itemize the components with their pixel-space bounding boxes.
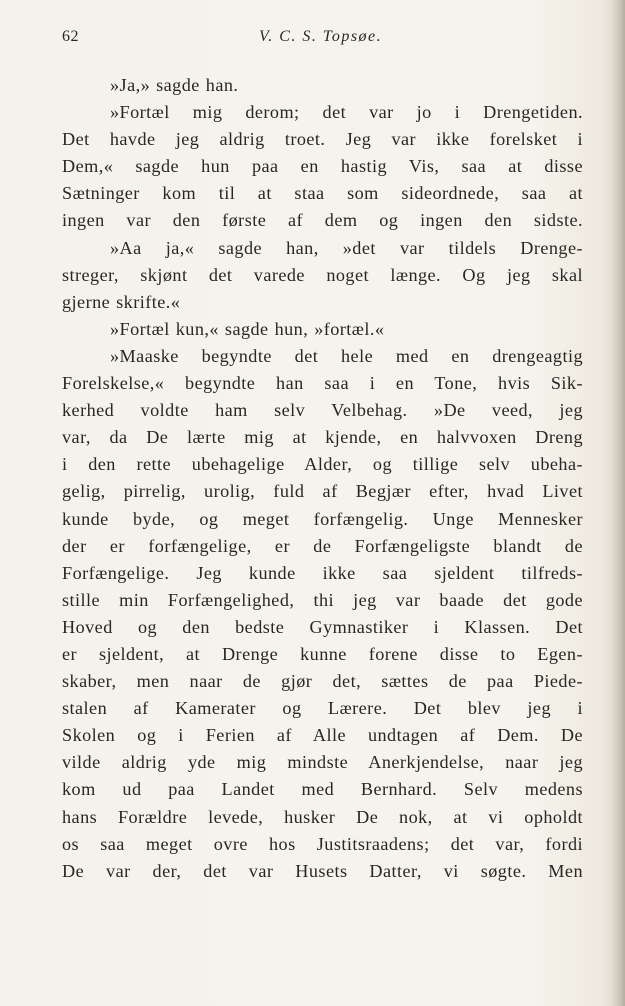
text-line: os saa meget ovre hos Justitsraadens; det var, fordi [62,833,583,854]
text-line: Skolen og i Ferien af Alle undtagen af Dem. De [62,725,583,746]
text-line: »Aa ja,« sagde han, »det var tildels Drenge- [110,237,583,258]
text-line: »Ja,» sagde han. [110,75,239,95]
text-line: var, da De lærte mig at kjende, en halvvoxen Dreng [62,427,583,448]
text-line: »Fortæl mig derom; det var jo i Drengetiden. [110,102,583,123]
text-line: »Maaske begyndte det hele med en drengeagtig [110,345,583,366]
running-head: V. C. S. Topsøe. [259,28,383,45]
page-edge-shadow [611,0,625,1006]
text-line: ingen var den første af dem og ingen den sidste. [62,210,583,231]
text-line: stille min Forfængelighed, thi jeg var baade det gode [62,589,583,610]
text-line: kom ud paa Landet med Bernhard. Selv medens [62,779,583,800]
text-line: Forfængelige. Jeg kunde ikke saa sjeldent tilfreds- [62,562,583,583]
text-line: kerhed voldte ham selv Velbehag. »De veed, jeg [62,400,583,421]
text-line: »Fortæl kun,« sagde hun, »fortæl.« [110,318,385,339]
text-line: er sjeldent, at Drenge kunne forene disse to Egen- [62,643,583,664]
page-header [62,28,582,52]
text-line: gelig, pirrelig, urolig, fuld af Begjær efter, hvad Livet [62,481,583,502]
text-line: gjerne skrifte.« [62,291,181,312]
text-line: vilde aldrig yde mig mindste Anerkjendelse, naar jeg [62,752,583,773]
text-line: i den rette ubehagelige Alder, og tillige selv ubeha- [62,454,583,475]
text-line: kunde byde, og meget forfængelig. Unge Mennesker [62,508,583,529]
text-line: streger, skjønt det varede noget længe. Og jeg skal [62,264,583,285]
text-line: skaber, men naar de gjør det, sættes de paa Piede- [62,671,583,692]
text-line: Sætninger kom til at staa som sideordnede, saa at [62,183,583,204]
page-number: 62 [62,28,79,45]
text-line: Forelskelse,« begyndte han saa i en Tone, hvis Sik- [62,373,583,394]
text-line: Hoved og den bedste Gymnastiker i Klassen. Det [62,616,583,637]
text-line: hans Forældre levede, husker De nok, at vi opholdt [62,806,583,827]
text-line: der er forfængelige, er de Forfængeligste blandt de [62,535,583,556]
text-line: Det havde jeg aldrig troet. Jeg var ikke forelsket i [62,129,583,150]
text-line: Dem,« sagde hun paa en hastig Vis, saa at disse [62,156,583,177]
text-line: De var der, det var Husets Datter, vi søgte. Men [62,860,583,881]
body-text [62,72,583,885]
text-line: stalen af Kamerater og Lærere. Det blev jeg i [62,698,583,719]
